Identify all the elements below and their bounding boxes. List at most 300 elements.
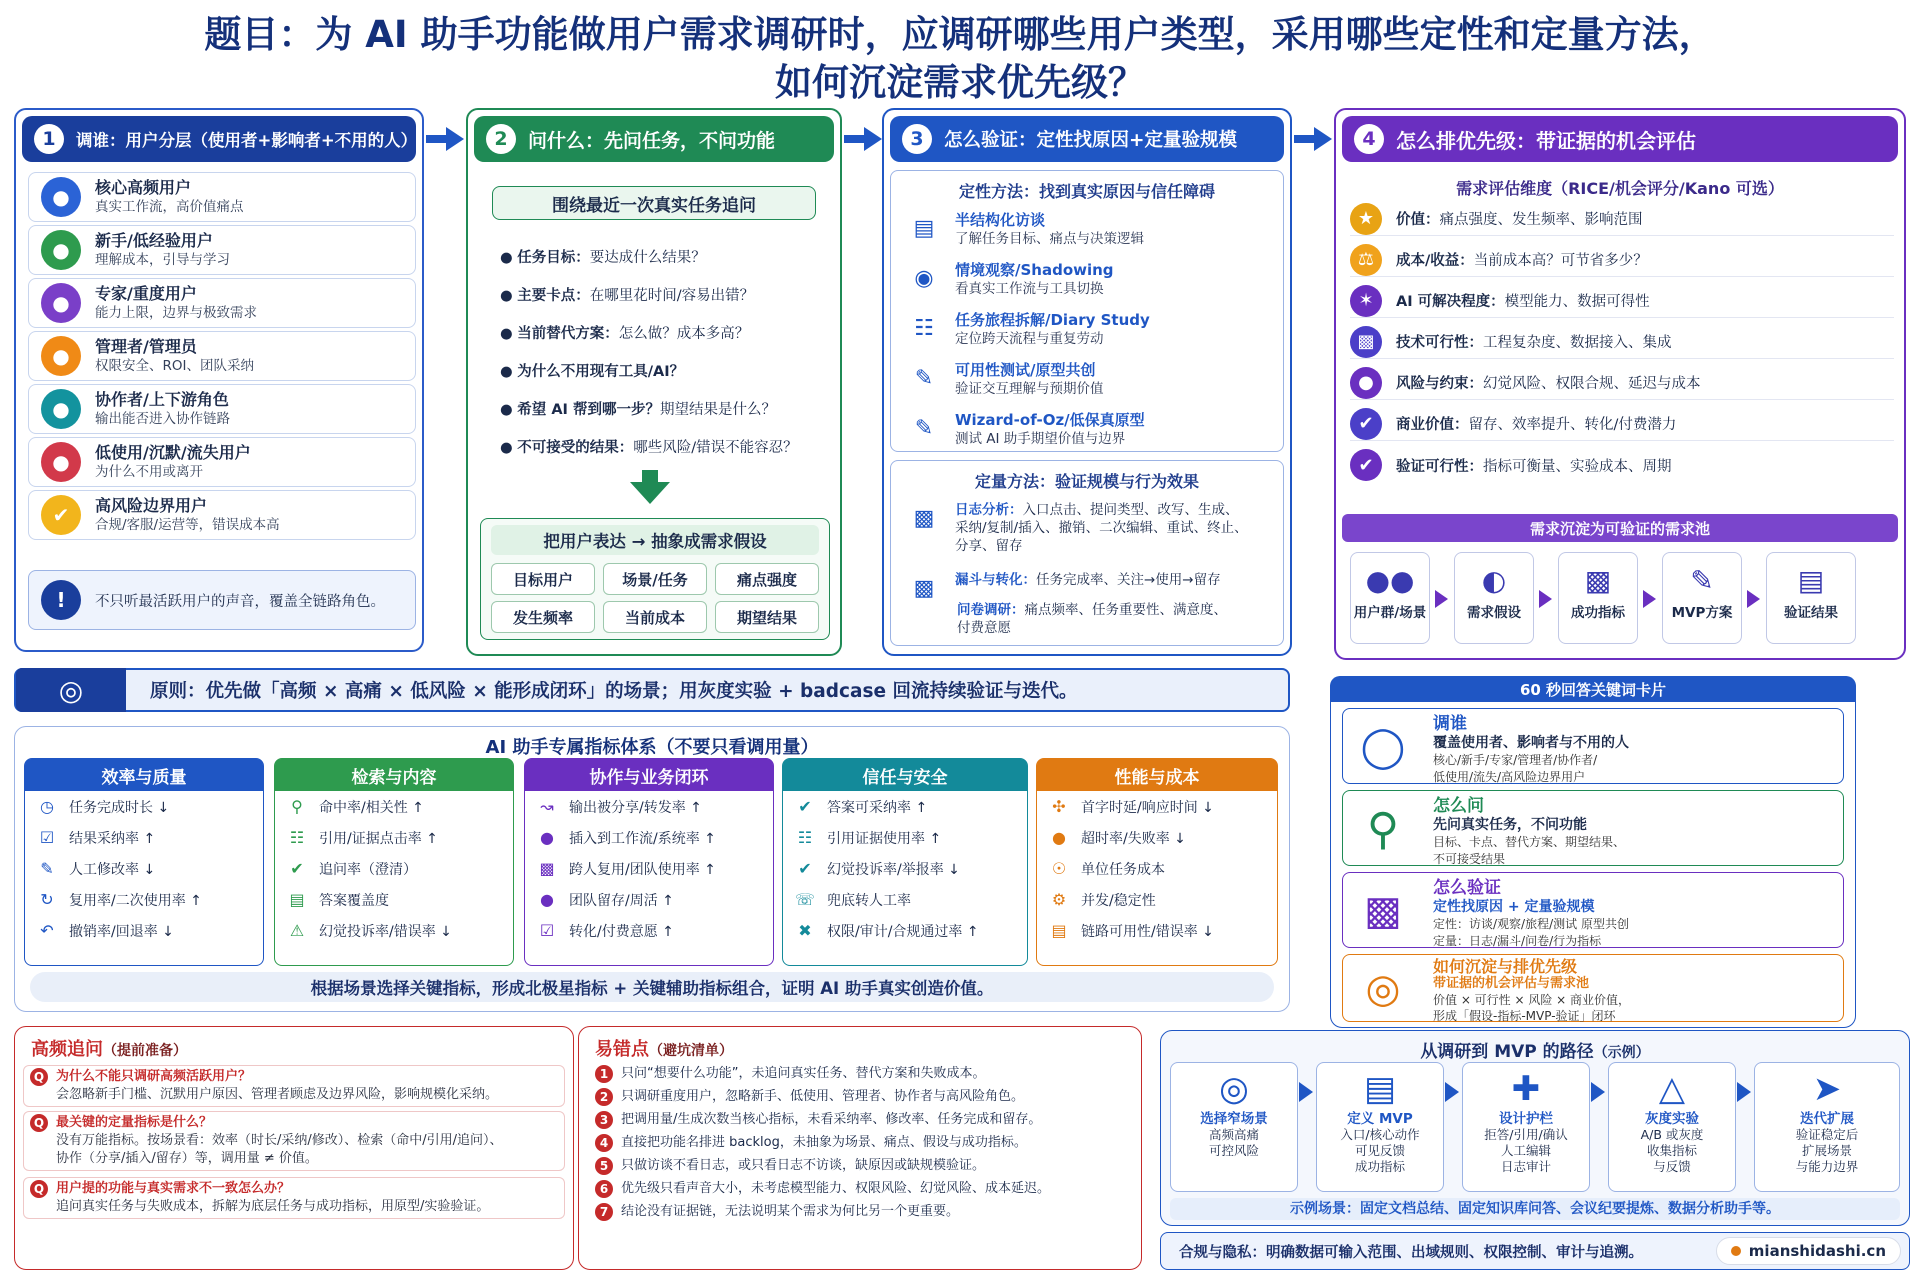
user-desc: 权限安全、ROI、团队采纳 <box>95 358 254 374</box>
metric-label: 超时率/失败率 ↓ <box>1081 830 1186 847</box>
path-step-detail: 入口/核心动作 <box>1340 1127 1420 1142</box>
example-scenarios: 示例场景：固定文档总结、固定知识库问答、会议纪要提炼、数据分析助手等。 <box>1170 1198 1900 1220</box>
hypothesis-tag: 当前成本 <box>603 601 707 633</box>
metric-label: 撤销率/回退率 ↓ <box>69 923 174 940</box>
criteria-value: 痛点强度、发生频率、影响范围 <box>1439 212 1643 228</box>
metric-label: 兜底转人工率 <box>827 892 911 909</box>
trophy-icon: ★ <box>1350 203 1382 235</box>
criteria-row <box>1350 366 1894 400</box>
path-step <box>1462 1062 1590 1192</box>
error-text: 只调研重度用户，忽略新手、低使用、管理者、协作者与高风险角色。 <box>621 1089 1025 1104</box>
hypothesis-tag: 场景/任务 <box>603 563 707 595</box>
path-step-title: 灰度实验 <box>1645 1111 1699 1127</box>
shield-icon: ✔ <box>41 495 81 535</box>
metric-label: 引用证据使用率 ↑ <box>827 830 942 847</box>
section-3-header <box>890 116 1284 162</box>
path-step-detail: A/B 或灰度 <box>1640 1127 1704 1142</box>
metric-item <box>525 822 773 853</box>
lock-icon: ● <box>1350 367 1382 399</box>
path-step-detail: 成功指标 <box>1354 1159 1405 1174</box>
metrics-title: AI 助手专属指标体系（不要只看调用量） <box>485 737 819 758</box>
pool-step <box>1662 552 1742 644</box>
metric-label: 复用率/二次使用率 ↑ <box>69 892 202 909</box>
shield-check-icon: ✔ <box>798 797 812 816</box>
question-value: 期望结果是什么？ <box>659 402 776 418</box>
criteria-value: 工程复杂度、数据接入、集成 <box>1483 335 1672 351</box>
faq-subtitle: （提前准备） <box>103 1043 187 1059</box>
question-item: ● 主要卡点：在哪里花时间/容易出错？ <box>500 288 755 304</box>
faq-panel <box>14 1026 574 1270</box>
question-key: 希望 AI 帮到哪一步？ <box>517 402 660 418</box>
document-icon: ▤ <box>1363 1069 1397 1109</box>
criteria-value: 模型能力、数据可得性 <box>1504 294 1650 310</box>
card-subtitle: 先问真实任务，不问功能 <box>1433 817 1587 833</box>
step-number: 4 <box>1354 124 1384 154</box>
brand-dot-icon <box>1731 1246 1741 1256</box>
metric-column <box>24 758 264 966</box>
prototype-icon: ✎ <box>914 415 934 441</box>
metric-column-title: 效率与质量 <box>25 759 263 791</box>
path-step-title: 选择窄场景 <box>1200 1111 1268 1127</box>
method-item <box>907 571 1221 605</box>
metric-item <box>525 853 773 884</box>
card-subtitle: 定性找原因 + 定量验规模 <box>1433 899 1595 915</box>
path-arrow-icon <box>1737 1082 1751 1102</box>
users-icon: ●● <box>1365 564 1415 597</box>
balance-icon: ⚖ <box>1350 244 1382 276</box>
user-desc: 输出能否进入协作链路 <box>95 411 230 427</box>
clarify-icon: ✔ <box>290 859 304 878</box>
flow-arrow-icon <box>1314 127 1332 151</box>
section-2-panel <box>466 108 842 656</box>
metric-label: 首字时延/响应时间 ↓ <box>1081 799 1214 816</box>
card-body <box>1433 795 1833 868</box>
pool-label: 验证结果 <box>1784 605 1838 621</box>
user-row <box>28 437 416 487</box>
user-icon: ● <box>41 230 81 270</box>
card-body <box>1433 713 1833 786</box>
metric-label: 权限/审计/合规通过率 ↑ <box>827 923 979 940</box>
question-icon: Q <box>30 1068 48 1086</box>
user-row <box>28 172 416 222</box>
question-item: ● 为什么不用现有工具/AI？ <box>500 364 685 380</box>
criteria-row <box>1350 284 1894 318</box>
pool-step <box>1350 552 1430 644</box>
interview-icon: ▤ <box>913 215 935 241</box>
card-subtitle: 带证据的机会评估与需求池 <box>1433 976 1590 991</box>
criteria-key: 技术可行性： <box>1396 335 1483 351</box>
question-value: 怎么做？成本多高？ <box>618 326 750 342</box>
metric-label: 答案可采纳率 ↑ <box>827 799 928 816</box>
metric-item <box>783 791 1027 822</box>
errors-title: 易错点 <box>595 1039 649 1060</box>
question-key: 任务目标： <box>517 250 590 266</box>
team-icon: ▩ <box>539 859 555 878</box>
error-item <box>595 1111 1041 1129</box>
method-title: 可用性测试/原型共创 <box>955 361 1096 379</box>
faq-answer: 追问真实任务与失败成本，拆解为底层任务与成功指标，用原型/实验验证。 <box>56 1199 490 1214</box>
question-icon: Q <box>30 1114 48 1132</box>
error-item <box>595 1134 1027 1152</box>
criteria-key: 验证可行性： <box>1396 458 1483 475</box>
criteria-key: 价值： <box>1396 212 1440 228</box>
question-key: 主要卡点： <box>517 288 590 304</box>
metric-column-title: 信任与安全 <box>783 759 1027 791</box>
metric-item <box>783 915 1027 946</box>
method-title: 半结构化访谈 <box>955 211 1046 229</box>
section-1-title: 调谁：用户分层（使用者+影响者+不用的人） <box>76 131 418 150</box>
criteria-box <box>1336 170 1904 476</box>
question-value: 哪些风险/错误不能容忍？ <box>633 440 798 456</box>
metric-label: 转化/付费意愿 ↑ <box>569 923 674 940</box>
criteria-key: 成本/收益： <box>1396 253 1474 269</box>
method-title: 情境观察/Shadowing <box>955 261 1114 279</box>
metric-item <box>25 822 263 853</box>
availability-icon: ▤ <box>1051 921 1067 940</box>
metric-item <box>783 822 1027 853</box>
card-detail: 定性：访谈/观察/旅程/测试 原型共创 <box>1433 917 1629 931</box>
method-desc: 采纳/复制/插入、撤销、二次编辑、重试、终止、 <box>955 520 1248 536</box>
section-2-header <box>474 116 834 162</box>
number-badge: 4 <box>595 1134 613 1152</box>
question-value: 在哪里花时间/容易出错？ <box>589 288 755 304</box>
down-arrow-icon <box>630 482 670 504</box>
section-4-panel <box>1334 108 1906 660</box>
metric-label: 团队留存/周活 ↑ <box>569 892 674 909</box>
faq-question: 为什么不能只调研高频活跃用户？ <box>56 1069 252 1084</box>
card-subtitle: 覆盖使用者、影响者与不用的人 <box>1433 735 1629 751</box>
observation-icon: ◉ <box>914 265 934 291</box>
method-title: 日志分析： <box>955 502 1023 518</box>
group-icon: ● <box>41 389 81 429</box>
card-detail: 价值 × 可行性 × 风险 × 商业价值， <box>1433 993 1631 1007</box>
hypothesis-box <box>480 518 830 640</box>
page-title: 题目：为 AI 助手功能做用户需求调研时，应调研哪些用户类型，采用哪些定性和定量方法， <box>204 13 1716 56</box>
metrics-footer: 根据场景选择关键指标，形成北极星指标 + 关键辅助指标组合，证明 AI 助手真实创造价值。 <box>30 972 1274 1002</box>
card-detail: 目标、卡点、替代方案、期望结果、 <box>1433 835 1626 849</box>
user-icon: ● <box>41 442 81 482</box>
flow-arrow-bar <box>426 135 448 143</box>
error-text: 只做访谈不看日志，或只看日志不访谈，缺原因或缺规模验证。 <box>621 1158 986 1173</box>
principle-text: 原则：优先做「高频 × 高痛 × 低风险 × 能形成闭环」的场景；用灰度实验 + badcase 回流持续验证与迭代。 <box>150 681 1078 702</box>
card-detail: 形成「假设-指标-MVP-验证」闭环 <box>1433 1009 1616 1023</box>
method-item <box>907 311 1150 348</box>
method-title: 任务旅程拆解/Diary Study <box>955 311 1150 329</box>
question-item: ● 不可接受的结果：哪些风险/错误不能容忍？ <box>500 440 798 456</box>
criteria-key: AI 可解决程度： <box>1396 294 1505 310</box>
compliance-text: 合规与隐私：明确数据可输入范围、出域规则、权限控制、审计与追溯。 <box>1179 1244 1643 1261</box>
path-step-detail: 可控风险 <box>1208 1143 1259 1158</box>
compliance-bar <box>1160 1232 1910 1270</box>
user-name: 专家/重度用户 <box>95 284 197 303</box>
metric-item <box>25 884 263 915</box>
user-desc: 合规/客服/运营等，错误成本高 <box>95 517 280 533</box>
method-item <box>907 411 1145 448</box>
cost-icon: ☉ <box>1051 859 1067 878</box>
qualitative-title: 定性方法：找到真实原因与信任障碍 <box>958 182 1215 201</box>
metric-column <box>1036 758 1278 966</box>
note-text: 不只听最活跃用户的声音，覆盖全链路角色。 <box>95 593 385 610</box>
user-name: 低使用/沉默/流失用户 <box>95 443 251 462</box>
section-4-title: 怎么排优先级：带证据的机会评估 <box>1396 128 1696 153</box>
method-desc: 痛点频率、任务重要性、满意度、 <box>1024 602 1227 618</box>
error-text: 优先级只看声音大小，未考虑模型能力、权限风险、幻觉风险、成本延迟。 <box>621 1181 1051 1196</box>
pool-header: 需求沉淀为可验证的需求池 <box>1342 514 1898 542</box>
faq-item <box>23 1177 565 1219</box>
number-badge: 1 <box>595 1065 613 1083</box>
metric-label: 幻觉投诉率/错误率 ↓ <box>319 923 452 940</box>
faq-answer: 没有万能指标。按场景看：效率（时长/采纳/修改）、检索（命中/引用/追问）、 <box>56 1133 503 1148</box>
method-desc: 验证交互理解与预期价值 <box>955 381 1104 397</box>
criteria-value: 幻觉风险、权限合规、延迟与成本 <box>1483 376 1701 392</box>
section-2-title: 问什么：先问任务，不问功能 <box>528 129 776 152</box>
error-text: 把调用量/生成次数当核心指标，未看采纳率、修改率、任务完成和留存。 <box>621 1112 1042 1127</box>
quantitative-box <box>890 460 1284 646</box>
metric-label: 追问率（澄清） <box>319 861 417 878</box>
metric-label: 引用/证据点击率 ↑ <box>319 830 438 847</box>
card-title: 怎么验证 <box>1433 878 1501 898</box>
keyword-card <box>1342 872 1844 948</box>
ai-gear-icon: ✶ <box>1350 285 1382 317</box>
reuse-icon: ↻ <box>40 890 54 909</box>
path-step-detail: 高频高痛 <box>1208 1127 1259 1142</box>
search-icon: ⚲ <box>291 797 303 816</box>
pool-step <box>1454 552 1534 644</box>
metric-item <box>25 791 263 822</box>
funnel-icon: ▩ <box>913 575 935 601</box>
method-item <box>907 211 1144 248</box>
error-text: 只问“想要什么功能”，未追问真实任务、替代方案和失败成本。 <box>621 1066 986 1081</box>
question-key: 当前替代方案： <box>517 326 619 342</box>
flow-arrow-icon <box>864 127 882 151</box>
pool-step <box>1558 552 1638 644</box>
person-icon: ◯ <box>1360 724 1406 770</box>
shield-plus-icon: ✚ <box>1511 1069 1541 1109</box>
metric-item <box>1037 791 1277 822</box>
metric-column <box>274 758 514 966</box>
stability-icon: ⚙ <box>1051 890 1067 909</box>
user-row <box>28 490 416 540</box>
path-step-title: 迭代扩展 <box>1800 1111 1854 1127</box>
search-icon: ⚲ <box>1366 803 1400 855</box>
question-item: ● 希望 AI 帮到哪一步？期望结果是什么？ <box>500 402 776 418</box>
shield-icon: ✔ <box>798 859 812 878</box>
criteria-value: 留存、效率提升、转化/付费潜力 <box>1468 417 1677 433</box>
user-name: 新手/低经验用户 <box>95 231 213 250</box>
path-step <box>1754 1062 1900 1192</box>
audit-icon: ✖ <box>798 921 812 940</box>
quantitative-title: 定量方法：验证规模与行为效果 <box>974 472 1199 491</box>
qualitative-box <box>890 170 1284 452</box>
user-row <box>28 331 416 381</box>
mvp-icon: ✎ <box>1690 564 1714 597</box>
metric-item <box>525 915 773 946</box>
section-1-note <box>28 570 416 630</box>
hypothesis-tag: 发生频率 <box>491 601 595 633</box>
metric-label: 并发/稳定性 <box>1081 892 1156 909</box>
pool-label: 需求假设 <box>1467 605 1521 621</box>
error-item <box>595 1180 1050 1198</box>
error-item <box>595 1065 985 1083</box>
method-desc: 了解任务目标、痛点与决策逻辑 <box>955 231 1144 247</box>
metric-item <box>275 791 513 822</box>
pool-step <box>1766 552 1856 644</box>
user-desc: 为什么不用或离开 <box>95 464 203 480</box>
check-shield-icon: ✔ <box>1350 408 1382 440</box>
faq-item <box>23 1065 565 1107</box>
user-row <box>28 384 416 434</box>
card-detail: 定量：日志/漏斗/问卷/行为指标 <box>1433 934 1602 948</box>
path-arrow-icon <box>1591 1082 1605 1102</box>
metric-item <box>1037 822 1277 853</box>
metric-label: 任务完成时长 ↓ <box>69 799 170 816</box>
chart-icon: ▩ <box>1350 326 1382 358</box>
method-title: 问卷调研： <box>957 602 1025 618</box>
metric-label: 单位任务成本 <box>1081 861 1165 878</box>
criteria-title: 需求评估维度（RICE/机会评分/Kano 可选） <box>1456 179 1784 198</box>
metric-label: 答案覆盖度 <box>319 892 389 909</box>
keyword-card <box>1342 790 1844 866</box>
step-number: 1 <box>34 124 64 154</box>
path-step-detail: 收集指标 <box>1646 1143 1697 1158</box>
brand-text: mianshidashi.cn <box>1748 1242 1886 1260</box>
card-title: 如何沉淀与排优先级 <box>1433 957 1578 976</box>
undo-icon: ↶ <box>40 921 54 940</box>
path-step-detail: 拒答/引用/确认 <box>1484 1127 1568 1142</box>
metric-column-title: 检索与内容 <box>275 759 513 791</box>
path-header <box>1161 1037 1909 1062</box>
user-icon: ● <box>41 177 81 217</box>
method-item <box>957 601 1227 637</box>
target-icon: ◎ <box>16 668 126 712</box>
citation-icon: ☷ <box>289 828 305 847</box>
metrics-icon: ▩ <box>1584 564 1612 597</box>
brand-badge[interactable] <box>1716 1237 1901 1265</box>
user-name: 高风险边界用户 <box>95 496 208 515</box>
card-detail: 核心/新手/专家/管理者/协作者/ <box>1433 753 1598 767</box>
flask-icon: △ <box>1658 1069 1686 1109</box>
metric-item <box>1037 915 1277 946</box>
question-icon: Q <box>30 1180 48 1198</box>
number-badge: 3 <box>595 1111 613 1129</box>
database-icon: ▤ <box>1797 564 1825 597</box>
metric-item <box>275 853 513 884</box>
method-item <box>907 501 1248 555</box>
question-key: 为什么不用现有工具/AI？ <box>517 364 685 380</box>
path-step-detail: 可见反馈 <box>1354 1143 1405 1158</box>
citation-icon: ☷ <box>797 828 813 847</box>
path-step <box>1316 1062 1444 1192</box>
subhead-text: 围绕最近一次真实任务追问 <box>552 195 756 216</box>
pool-arrow-icon <box>1643 590 1656 608</box>
metric-column <box>524 758 774 966</box>
card-body <box>1433 877 1833 950</box>
keyword-card <box>1342 708 1844 784</box>
edit-icon: ✎ <box>914 365 934 391</box>
workflow-icon: ● <box>540 828 554 847</box>
section-3-title: 怎么验证：定性找原因+定量验规模 <box>944 130 1238 151</box>
share-icon: ↝ <box>540 797 554 816</box>
section-4-header <box>1342 116 1898 162</box>
method-desc: 任务完成率、关注→使用→留存 <box>1036 572 1221 588</box>
user-desc: 理解成本，引导与学习 <box>95 252 230 268</box>
flow-arrow-bar <box>1294 135 1316 143</box>
faq-answer: 会忽略新手门槛、沉默用户原因、管理者顾虑及边界风险，影响规模化采纳。 <box>56 1087 499 1102</box>
pool-arrow-icon <box>1435 590 1448 608</box>
path-step-detail: 与反馈 <box>1653 1159 1691 1174</box>
user-name: 协作者/上下游角色 <box>95 390 229 409</box>
metric-item <box>1037 884 1277 915</box>
user-row <box>28 278 416 328</box>
path-arrow-icon <box>1445 1082 1459 1102</box>
step-number: 2 <box>486 124 516 154</box>
method-title: Wizard-of-Oz/低保真原型 <box>955 411 1145 429</box>
card-title: 怎么问 <box>1433 796 1484 816</box>
number-badge: 7 <box>595 1203 613 1221</box>
warning-icon: ⚠ <box>289 921 305 940</box>
method-item <box>907 361 1104 398</box>
faq-header <box>31 1035 187 1061</box>
metric-label: 人工修改率 ↓ <box>69 861 156 878</box>
metric-item <box>275 915 513 946</box>
metric-column <box>782 758 1028 966</box>
path-step-detail: 人工编辑 <box>1500 1143 1551 1158</box>
user-desc: 真实工作流，高价值痛点 <box>95 199 244 215</box>
metric-item <box>783 853 1027 884</box>
down-arrow-stem <box>642 470 658 484</box>
flow-arrow-icon <box>446 127 464 151</box>
principle-banner <box>14 668 1290 712</box>
card-title: 调谁 <box>1433 714 1467 734</box>
pool-arrow-icon <box>1747 590 1760 608</box>
edit-icon: ✎ <box>40 859 54 878</box>
section-1-header <box>22 116 416 162</box>
error-item <box>595 1203 959 1221</box>
criteria-row <box>1350 325 1894 359</box>
method-desc: 测试 AI 助手期望价值与边界 <box>955 431 1126 447</box>
metric-item <box>525 791 773 822</box>
card-detail: 不可接受结果 <box>1433 852 1506 866</box>
bar-chart-icon: ▩ <box>913 505 935 531</box>
coverage-icon: ▤ <box>289 890 305 909</box>
user-name: 管理者/管理员 <box>95 337 197 356</box>
number-badge: 6 <box>595 1180 613 1198</box>
hypothesis-tag: 期望结果 <box>715 601 819 633</box>
faq-question: 用户提的功能与真实需求不一致怎么办？ <box>56 1181 291 1196</box>
errors-subtitle: （避坑清单） <box>649 1043 733 1059</box>
bar-chart-icon: ▩ <box>1364 888 1402 934</box>
method-desc: 看真实工作流与工具切换 <box>955 281 1104 297</box>
latency-icon: ✣ <box>1052 797 1066 816</box>
verify-icon: ✔ <box>1350 449 1382 481</box>
page-title-line2: 如何沉淀需求优先级？ <box>775 61 1145 104</box>
cards-title: 60 秒回答关键词卡片 <box>1330 676 1856 702</box>
metric-label: 结果采纳率 ↑ <box>69 830 156 847</box>
pool-label: 用户群/场景 <box>1353 605 1427 621</box>
path-subtitle: （示例） <box>1593 1045 1650 1061</box>
metric-item <box>275 822 513 853</box>
faq-answer: 协作（分享/插入/留存）等，调用量 ≠ 价值。 <box>56 1151 318 1166</box>
hypothesis-tag: 目标用户 <box>491 563 595 595</box>
metric-label: 链路可用性/错误率 ↓ <box>1081 923 1214 940</box>
hypothesis-title: 把用户表达 → 抽象成需求假设 <box>491 525 819 555</box>
hypothesis-icon: ◐ <box>1481 564 1507 597</box>
metric-label: 命中率/相关性 ↑ <box>319 799 424 816</box>
metric-column-title: 协作与业务闭环 <box>525 759 773 791</box>
metric-label: 插入到工作流/系统率 ↑ <box>569 830 716 847</box>
card-body <box>1433 957 1833 1024</box>
metric-label: 跨人复用/团队使用率 ↑ <box>569 861 716 878</box>
